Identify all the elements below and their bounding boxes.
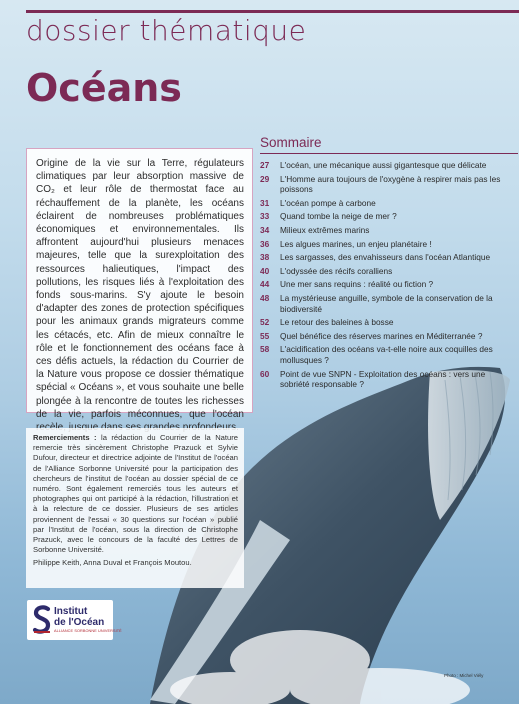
toc-text: Le retour des baleines à bosse — [280, 317, 394, 328]
toc-page: 44 — [260, 279, 270, 290]
toc-page: 33 — [260, 211, 270, 222]
logo-line-1: Institut — [54, 606, 88, 617]
toc-item[interactable] — [260, 369, 516, 390]
toc-page: 60 — [260, 368, 270, 379]
logo-line-2: de l'Océan — [54, 617, 105, 628]
toc-item[interactable] — [260, 225, 516, 236]
toc-text: Quel bénéfice des réserves marines en Méditerranée ? — [280, 330, 483, 341]
page-title: Océans — [26, 66, 182, 110]
toc-page: 27 — [260, 160, 270, 170]
sommaire-rule — [260, 153, 518, 154]
toc-text: L'Homme aura toujours de l'oxygène à respirer mais pas les poissons — [280, 173, 501, 195]
thanks-body: la rédaction du Courrier de la Nature remercie très sincèrement Christophe Prazuck et Sylvie Dufour, directeur et directrice adjointe de l'Institut de l'océan de l'Alliance Sorbonne Université pour la participation des chercheurs de l'institut de l'océan au dossier spécial de ce numéro. Sont également remerciés tous les auteurs et photographes qui ont participé à la rédaction, l'illustration et à la relecture de ce dossier. Plusieurs de ses articles proviennent de l'essai « 30 questions sur l'océan » publié par l'Institut de l'océan, sous la direction de Christophe Prazuck, avec le concours de la faculté des Lettres de Sorbonne Université. — [33, 433, 238, 555]
thanks-signature: Philippe Keith, Anna Duval et François Moutou. — [33, 558, 192, 568]
toc-item[interactable] — [260, 211, 516, 222]
toc-page: 38 — [260, 252, 270, 263]
toc-text: Une mer sans requins : réalité ou fiction ? — [280, 279, 434, 290]
acknowledgements — [33, 433, 238, 569]
toc-item[interactable] — [260, 317, 516, 328]
toc-text: L'odyssée des récifs coralliens — [280, 265, 393, 276]
section-kicker: dossier thématique — [26, 14, 307, 47]
toc-text: L'océan pompe à carbone — [280, 197, 376, 208]
top-rule — [26, 10, 519, 13]
toc-text: La mystérieuse anguille, symbole de la conservation de la biodiversité — [280, 292, 493, 314]
intro-text: Origine de la vie sur la Terre, régulateurs climatiques par leur absorption massive de CO₂ et leur rôle de thermostat face au réchauffement de la planète, les océans éclairent de nombreuses problématiques économiques et environnementales. Ils affrontent aujourd'hui plusieurs menaces majeures, telle que la surexploitation des ressources halieutiques, l'impact des pollutions, les risques liés à l'exploitation des fonds sous-marins. S'y ajoute le besoin d'adapter des zones de protection spécifiques pour les animaux grands migrateurs comme les cétacés, etc. Afin de mieux connaître le rôle et le fonctionnement des océans face à ces défis actuels, la rédaction du Courrier de la Nature vous propose ce dossier thématique spécial « Océans », et vous souhaite une belle plongée à la rencontre de toutes les richesses de la vie, parfois méconnues, que l'océan — [36, 158, 244, 420]
toc-item[interactable] — [260, 279, 516, 290]
toc-text: Les algues marines, un enjeu planétaire ! — [280, 238, 432, 249]
toc-item[interactable] — [260, 331, 516, 342]
toc-text: Milieux extrêmes marins — [280, 224, 370, 235]
toc-item[interactable] — [260, 198, 516, 209]
toc-page: 36 — [260, 238, 270, 249]
toc-item[interactable] — [260, 266, 516, 277]
toc-page: 55 — [260, 330, 270, 341]
toc-item[interactable] — [260, 252, 516, 263]
toc-item[interactable] — [260, 239, 516, 250]
toc-page: 52 — [260, 317, 270, 328]
toc-page: 31 — [260, 197, 270, 208]
toc-text: L'acidification des océans va-t-elle noire aux coquilles des mollusques ? — [280, 344, 493, 365]
toc-item[interactable] — [260, 160, 516, 171]
toc-text: L'océan, une mécanique aussi gigantesque que délicate — [280, 160, 487, 170]
toc-page: 29 — [260, 173, 270, 184]
toc-text: Les sargasses, des envahisseurs dans l'océan Atlantique — [280, 252, 491, 263]
table-of-contents — [260, 160, 516, 393]
toc-item[interactable] — [260, 293, 516, 314]
toc-page: 58 — [260, 344, 270, 355]
sommaire-title: Sommaire — [260, 135, 322, 150]
toc-item[interactable] — [260, 174, 516, 195]
toc-text: Point de vue SNPN - Exploitation des océans : vers une sobriété responsable ? — [280, 368, 486, 390]
photo-credit: Photo : Michel Viély — [444, 673, 484, 678]
logo-line-3: ALLIANCE SORBONNE UNIVERSITÉ — [54, 629, 122, 633]
toc-page: 34 — [260, 224, 270, 235]
institut-s-logo-icon — [32, 605, 52, 635]
thanks-label: Remerciements : — [33, 433, 97, 442]
toc-text: Quand tombe la neige de mer ? — [280, 211, 397, 222]
toc-page: 48 — [260, 292, 270, 303]
toc-page: 40 — [260, 265, 270, 276]
toc-item[interactable] — [260, 344, 516, 365]
